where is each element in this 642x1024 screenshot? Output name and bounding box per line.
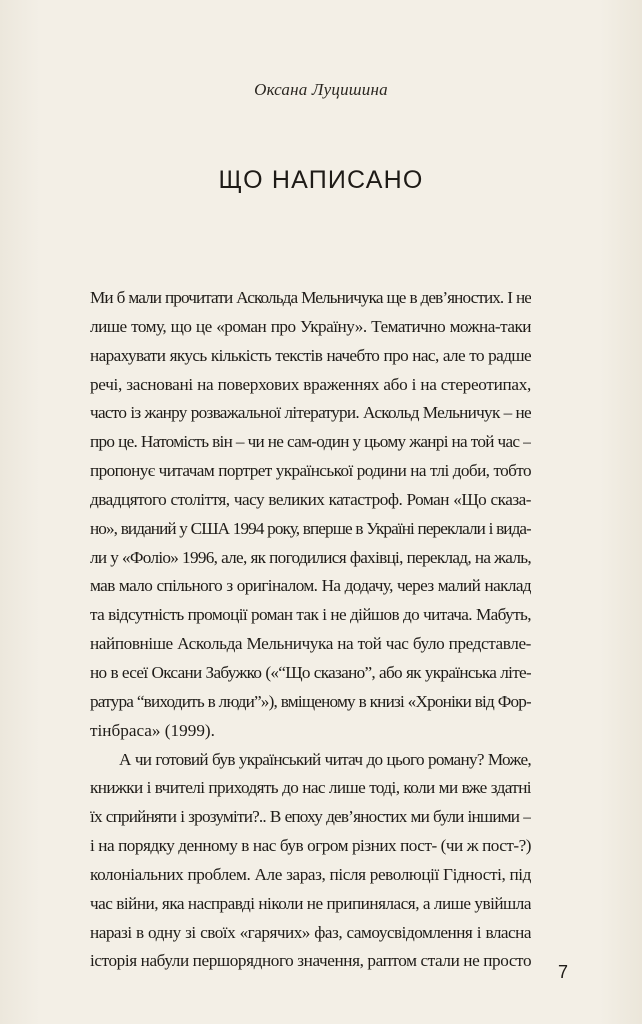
text-line: двадцятого століття, часу великих катастроф. Роман «Що сказа- — [90, 489, 531, 509]
body-text — [90, 284, 531, 976]
text-line: речі, засновані на поверхових враженнях або і на стереотипах, — [90, 374, 531, 394]
text-line: но», виданий у США 1994 року, вперше в Україні переклали і вида- — [90, 518, 531, 538]
text-line: часто із жанру розважальної літератури. Аскольд Мельничук – не — [90, 403, 531, 423]
text-line: час війни, яка насправді ніколи не припинялася, а лише увійшла — [90, 893, 531, 913]
text-line: но в есеї Оксани Забужко («“Що сказано”, або як українська літе- — [90, 662, 531, 682]
chapter-title: ЩО НАПИСАНО — [218, 166, 424, 194]
running-head-author: Оксана Луцишина — [254, 80, 388, 99]
text-line: пропонує читачам портрет української родини на тлі доби, тобто — [90, 461, 531, 481]
text-line: тінбраса» (1999). — [90, 720, 215, 740]
text-line: колоніальних проблем. Але зараз, після революції Гідності, під — [90, 864, 531, 884]
text-line: мав мало спільного з оригіналом. На додачу, через малий наклад — [90, 576, 531, 596]
text-line: нарахувати якусь кількість текстів начебто про нас, але то радше — [90, 345, 531, 365]
text-line: А чи готовий був український читач до цього роману? Може, — [119, 749, 531, 769]
text-line: про це. Натомість він – чи не сам-один у цьому жанрі на той час – — [90, 432, 531, 452]
text-line: їх сприйняти і зрозуміти?.. В епоху дев’яностих ми були іншими – — [90, 807, 531, 827]
text-line: лише тому, що це «роман про Україну». Тематично можна-таки — [90, 316, 531, 336]
text-line: наразі в одну зі своїх «гарячих» фаз, самоусвідомлення і власна — [90, 922, 531, 942]
text-line: книжки і вчителі приходять до нас лише тоді, коли ми вже здатні — [90, 778, 531, 798]
text-line: Ми б мали прочитати Аскольда Мельничука ще в дев’яностих. І не — [90, 288, 531, 307]
text-line: ли у «Фоліо» 1996, але, як погодилися фахівці, переклад, на жаль, — [90, 547, 531, 567]
page-number: 7 — [557, 962, 568, 982]
text-line: ратура “виходить в люди”»), вміщеному в книзі «Хроніки від Фор- — [90, 691, 531, 711]
text-line: найповніше Аскольда Мельничука на той час було представле- — [90, 634, 531, 654]
text-line: історія набули першорядного значення, раптом стали не просто — [90, 951, 531, 971]
text-line: і на порядку денному в нас був огром різних пост- (чи ж пост-?) — [90, 836, 531, 856]
text-line: та відсутність промоції роман так і не дійшов до читача. Мабуть, — [90, 605, 531, 625]
